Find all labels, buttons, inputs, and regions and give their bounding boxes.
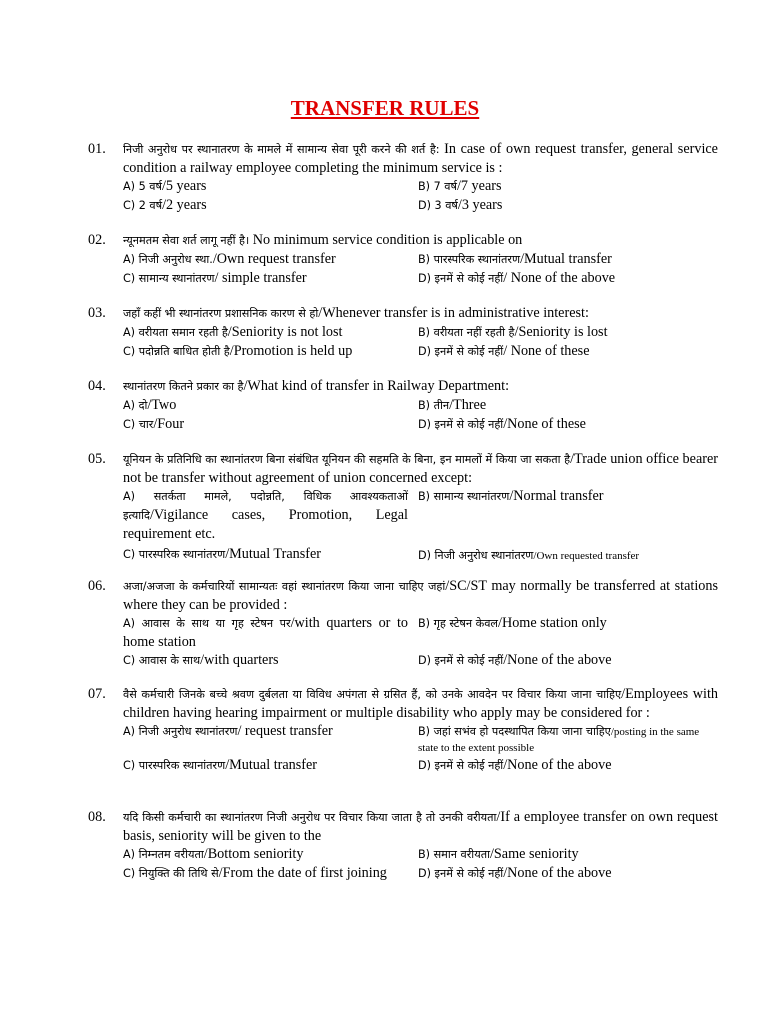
option-a: A) निजी अनुरोध स्था./Own request transfer <box>123 251 336 267</box>
question-text: जहाँ कहीं भी स्थानांतरण प्रशासनिक कारण से हो/Whenever transfer is in administrative interest: <box>123 305 589 321</box>
question-text: वैसे कर्मचारी जिनके बच्चे श्रवण दुर्बलता या विविध अपंगता से ग्रसित हैं, को उनके आवदेन पर विचार किया जाना चाहिए/Employees with children having hearing impairment or multiple disability who apply may be considered for : <box>123 686 718 721</box>
option-a: A) सतर्कता मामले, पदोन्नति, विधिक आवश्यकताओं इत्यादि/Vigilance cases, Promotion, Legal requirement etc. <box>123 490 408 542</box>
option-b: B) वरीयता नहीं रहती है/Seniority is lost <box>418 324 608 340</box>
question-number: 06. <box>88 578 106 594</box>
option-c: C) नियुक्ति की तिथि से/From the date of first joining <box>123 865 387 881</box>
question-number: 05. <box>88 451 106 467</box>
question-3 <box>90 304 720 361</box>
option-c: C) चार/Four <box>123 416 185 432</box>
option-d: D) 3 वर्ष/3 years <box>418 197 503 213</box>
option-b: B) तीन/Three <box>418 397 487 413</box>
question-5 <box>90 450 720 565</box>
option-b: B) गृह स्टेषन केवल/Home station only <box>418 615 607 631</box>
question-number: 08. <box>88 809 106 825</box>
question-text: न्यूनमतम सेवा शर्त लागू नहीं है। No minimum service condition is applicable on <box>123 232 523 248</box>
option-d: D) इनमें से कोई नहीं/None of the above <box>418 652 612 668</box>
option-d: D) इनमें से कोई नहीं/None of the above <box>418 757 612 773</box>
option-d: D) निजी अनुरोध स्थानांतरण/Own requested transfer <box>418 549 640 562</box>
option-b: B) सामान्य स्थानांतरण/Normal transfer <box>418 488 604 504</box>
question-1 <box>90 140 720 215</box>
question-8 <box>90 808 720 883</box>
question-text: अजा/अजजा के कर्मचारियों सामान्यतः वहां स्थानांतरण किया जाना चाहिए जहां/SC/ST may normally be transferred at stations where they can be provided : <box>123 578 718 613</box>
question-number: 07. <box>88 686 106 702</box>
option-b: B) पारस्परिक स्थानांतरण/Mutual transfer <box>418 251 612 267</box>
option-a: A) वरीयता समान रहती है/Seniority is not lost <box>123 324 343 340</box>
option-c: C) सामान्य स्थानांतरण/ simple transfer <box>123 270 307 286</box>
option-b: B) जहां सभंव हो पदस्थापित किया जाना चाहिए/posting in the same state to the extent possible <box>418 725 700 754</box>
question-text: यूनियन के प्रतिनिधि का स्थानांतरण बिना संबंधित यूनियन की सहमति के बिना, इन मामलों में किया जा सकता है/Trade union office bearer not be transfer without agreement of union concerned except: <box>123 451 718 486</box>
option-a: A) दो/Two <box>123 397 177 413</box>
document-title: TRANSFER RULES <box>290 96 480 120</box>
option-c: C) 2 वर्ष/2 years <box>123 197 207 213</box>
question-number: 02. <box>88 232 106 248</box>
question-2 <box>90 231 720 288</box>
option-c: C) पारस्परिक स्थानांतरण/Mutual transfer <box>123 757 318 773</box>
option-d: D) इनमें से कोई नहीं/ None of these <box>418 343 590 359</box>
option-a: A) निजी अनुरोध स्थानांतरण/ request transfer <box>123 723 333 739</box>
option-d: D) इनमें से कोई नहीं/None of these <box>418 416 586 432</box>
option-b: B) समान वरीयता/Same seniority <box>418 846 579 862</box>
question-text: स्थानांतरण कितने प्रकार का है/What kind of transfer in Railway Department: <box>123 378 510 394</box>
option-b: B) 7 वर्ष/7 years <box>418 178 502 194</box>
option-a: A) 5 वर्ष/5 years <box>123 178 207 194</box>
option-c: C) आवास के साथ/with quarters <box>123 652 279 668</box>
question-number: 01. <box>88 141 106 157</box>
option-d: D) इनमें से कोई नहीं/None of the above <box>418 865 612 881</box>
option-c: C) पदोन्नति बाधित होती है/Promotion is held up <box>123 343 353 359</box>
question-number: 04. <box>88 378 106 394</box>
option-d: D) इनमें से कोई नहीं/ None of the above <box>418 270 616 286</box>
question-7 <box>90 685 720 775</box>
option-a: A) निम्नतम वरीयता/Bottom seniority <box>123 846 304 862</box>
option-a: A) आवास के साथ या गृह स्टेषन पर/with quarters or to home station <box>123 615 409 650</box>
question-6 <box>90 577 720 670</box>
option-c: C) पारस्परिक स्थानांतरण/Mutual Transfer <box>123 546 321 562</box>
question-4 <box>90 377 720 434</box>
question-number: 03. <box>88 305 106 321</box>
question-text: निजी अनुरोध पर स्थानातरण के मामले में सामान्य सेवा पूरी करने की शर्त है: In case of own request transfer, general service condition a railway employee completing the minimum service is : <box>123 141 718 176</box>
question-text: यदि किसी कर्मचारी का स्थानांतरण निजी अनुरोध पर विचार किया जाता है तो उनकी वरीयता/If a employee transfer on own request basis, seniority will be given to the <box>123 809 718 844</box>
